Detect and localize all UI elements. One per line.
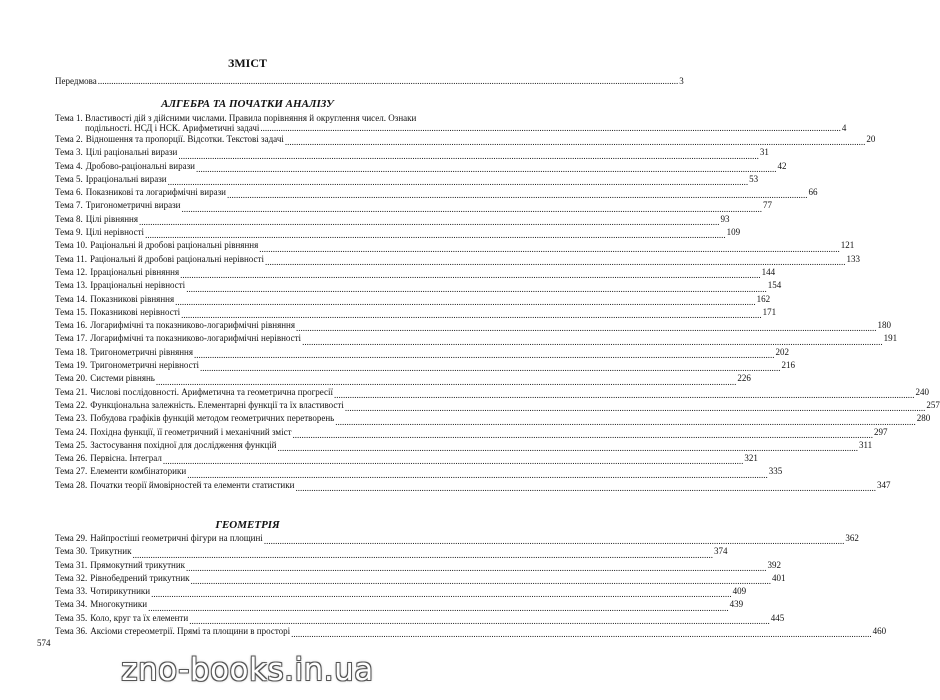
toc-row <box>55 412 931 425</box>
topic-title: Ірраціональні вирази <box>85 173 167 184</box>
topic-title: Найпростіші геометричні фігури на площині <box>90 533 263 543</box>
topic-title: Многокутники <box>90 599 148 610</box>
topic-number: Тема 28. <box>55 479 88 490</box>
topic-page: 226 <box>737 373 751 384</box>
topic-number: Тема 19. <box>55 360 88 371</box>
topic-page: 347 <box>876 479 891 490</box>
toc-row <box>55 266 776 279</box>
toc-row <box>55 465 783 478</box>
dot-leader <box>264 535 845 545</box>
toc-row <box>55 253 860 266</box>
topic-number: Тема 33. <box>55 586 88 597</box>
topic-title: Логарифмічні та показниково-логарифмічні рівняння <box>90 320 296 331</box>
topic-title: Тригонометричні нерівності <box>90 360 200 371</box>
toc-row <box>55 199 772 212</box>
topic-page: 109 <box>726 227 741 238</box>
topic-title: Тригонометричні вирази <box>85 200 181 211</box>
topic-number: Тема 11. <box>55 253 87 264</box>
topic-page: 257 <box>926 399 940 410</box>
topic-title: Логарифмічні та показниково-логарифмічні нерівності <box>90 333 302 344</box>
topic-page: 280 <box>916 413 931 424</box>
dot-leader <box>180 269 761 279</box>
topic-title: Елементи комбінаторики <box>90 466 187 477</box>
topic-title: Цілі раціональні вирази <box>85 147 178 158</box>
dot-leader <box>186 562 767 572</box>
topic-page: 171 <box>762 306 777 317</box>
dot-leader <box>277 442 858 452</box>
topic-title: Похідна функції, її геометричний і механічний зміст <box>90 426 292 437</box>
topic-title: Побудова графіків функцій методом геометричних перетворень <box>90 413 335 424</box>
topic-title: Відношення та пропорції. Відсотки. Текстові задачі <box>85 134 284 144</box>
topic-title: Прямокутний трикутник <box>90 559 186 570</box>
topic-number: Тема 5. <box>55 173 83 184</box>
topic-page: 240 <box>915 386 929 397</box>
geometry-heading: ГЕОМЕТРІЯ <box>215 519 280 531</box>
toc-row <box>55 612 785 625</box>
topic-title: Початки теорії ймовірностей та елементи статистики <box>90 479 295 490</box>
topic-title: Дробово-раціональні вирази <box>85 160 195 171</box>
topic-page: 180 <box>877 320 892 331</box>
toc-row <box>55 239 855 252</box>
topic-page: 4 <box>841 123 847 133</box>
dot-leader <box>194 349 775 359</box>
dot-leader <box>200 362 781 372</box>
topic-title: Рівнобедрений трикутник <box>90 572 190 583</box>
topic-page: 162 <box>756 293 771 304</box>
topic-title: Раціональні й дробові раціональні рівняння <box>90 240 259 251</box>
toc-row <box>55 372 751 385</box>
toc-row <box>55 439 873 452</box>
dot-leader <box>181 203 762 213</box>
toc-row <box>55 598 744 611</box>
topic-number: Тема 9. <box>55 227 83 238</box>
topic-title: Показникові та логарифмічні вирази <box>85 187 226 198</box>
toc-row <box>55 113 847 133</box>
topic-title: Ірраціональні нерівності <box>90 280 186 291</box>
toc-row <box>55 559 782 572</box>
topic-number: Тема 17. <box>55 333 88 344</box>
topic-number: Тема 29. <box>55 533 88 543</box>
toc-row <box>55 160 787 173</box>
topic-number: Тема 4. <box>55 160 83 171</box>
topic-number: Тема 22. <box>55 399 88 410</box>
toc-row <box>55 399 940 412</box>
dot-leader <box>189 615 770 625</box>
topic-title: Цілі нерівності <box>85 227 145 238</box>
topic-title: Цілі рівняння <box>85 213 139 224</box>
toc-row <box>55 545 728 558</box>
topic-number: Тема 10. <box>55 240 88 251</box>
topic-title: Первісна. Інтеграл <box>90 453 162 464</box>
toc-row <box>55 306 777 319</box>
topic-number: Тема 13. <box>55 280 88 291</box>
topic-page: 374 <box>713 546 728 557</box>
topic-title: Числові послідовності. Арифметична та геометрична прогресії <box>90 386 333 397</box>
toc-row <box>55 452 758 465</box>
dot-leader <box>302 336 883 346</box>
page-title: ЗМІСТ <box>228 56 267 70</box>
topic-number: Тема 18. <box>55 346 88 357</box>
algebra-toc-list <box>55 113 940 492</box>
topic-title: Раціональні й дробові раціональні нерівності <box>89 253 264 264</box>
topic-number: Тема 16. <box>55 320 88 331</box>
topic-page: 31 <box>759 147 769 158</box>
topic-page: 409 <box>732 586 747 597</box>
topic-page: 460 <box>872 626 887 637</box>
preface-label: Передмова <box>55 76 97 86</box>
dot-leader <box>265 256 846 266</box>
dot-leader <box>175 296 756 306</box>
toc-row <box>55 572 786 585</box>
toc-row <box>55 479 891 492</box>
topic-number: Тема 21. <box>55 386 88 397</box>
toc-row <box>55 426 888 439</box>
dot-leader <box>345 402 926 412</box>
toc-row <box>55 226 741 239</box>
topic-title: Ірраціональні рівняння <box>90 266 180 277</box>
topic-number: Тема 26. <box>55 453 88 464</box>
dot-leader <box>285 136 866 146</box>
topic-number: Тема 34. <box>55 599 88 610</box>
topic-page: 93 <box>720 213 730 224</box>
topic-page: 121 <box>840 240 855 251</box>
dot-leader <box>187 469 768 479</box>
topic-page: 66 <box>808 187 818 198</box>
toc-row <box>55 532 859 545</box>
topic-page: 362 <box>845 533 859 543</box>
topic-number: Тема 2. <box>55 134 83 144</box>
dot-leader <box>335 416 916 426</box>
topic-title: Системи рівнянь <box>90 373 155 384</box>
dot-leader <box>178 150 759 160</box>
topic-number: Тема 31. <box>55 559 88 570</box>
preface-entry <box>55 76 684 86</box>
toc-row <box>55 293 771 306</box>
dot-leader <box>98 76 679 86</box>
topic-number: Тема 15. <box>55 306 88 317</box>
topic-page: 439 <box>729 599 744 610</box>
topic-title-line1: Властивості дій з дійсними числами. Правила порівняння й округлення чисел. Ознаки <box>85 113 417 123</box>
topic-title-line2: подільності. НСД і НСК. Арифметичні задачі <box>85 123 260 133</box>
toc-row <box>55 386 929 399</box>
toc-row <box>55 213 730 226</box>
toc-row <box>55 585 747 598</box>
dot-leader <box>163 455 744 465</box>
dot-leader <box>291 628 872 638</box>
topic-number: Тема 23. <box>55 413 88 424</box>
topic-number: Тема 3. <box>55 147 83 158</box>
dot-leader <box>227 189 808 199</box>
dot-leader <box>296 322 877 332</box>
topic-page: 42 <box>777 160 787 171</box>
toc-row <box>55 346 789 359</box>
dot-leader <box>168 176 749 186</box>
topic-page: 202 <box>775 346 789 357</box>
toc-row <box>55 359 796 372</box>
topic-number: Тема 6. <box>55 187 83 198</box>
topic-page: 216 <box>781 360 796 371</box>
dot-leader <box>259 243 840 253</box>
topic-page: 297 <box>874 426 888 437</box>
topic-page: 144 <box>761 266 776 277</box>
algebra-heading: АЛГЕБРА ТА ПОЧАТКИ АНАЛІЗУ <box>161 98 334 110</box>
dot-leader <box>151 588 732 598</box>
dot-leader <box>260 123 841 133</box>
topic-title: Застосування похідної для дослідження функцій <box>90 439 277 450</box>
toc-row <box>55 625 887 638</box>
dot-leader <box>334 389 915 399</box>
topic-number: Тема 30. <box>55 546 88 557</box>
dot-leader <box>156 376 737 386</box>
topic-number: Тема 32. <box>55 572 88 583</box>
dot-leader <box>293 429 874 439</box>
topic-title: Тригонометричні рівняння <box>90 346 193 357</box>
dot-leader <box>295 482 876 492</box>
toc-row <box>55 279 782 292</box>
toc-row <box>55 319 892 332</box>
topic-page: 154 <box>767 280 782 291</box>
toc-row <box>55 186 818 199</box>
topic-page: 191 <box>883 333 898 344</box>
toc-row <box>55 133 876 146</box>
topic-page: 401 <box>772 572 786 583</box>
dot-leader <box>196 163 777 173</box>
dot-leader <box>186 283 767 293</box>
toc-row <box>55 332 898 345</box>
topic-page: 392 <box>767 559 782 570</box>
topic-number: Тема 8. <box>55 213 83 224</box>
toc-row <box>55 173 759 186</box>
preface-page: 3 <box>679 76 684 86</box>
topic-title: Показникові нерівності <box>90 306 181 317</box>
topic-number: Тема 35. <box>55 612 88 623</box>
topic-page: 335 <box>768 466 783 477</box>
topic-number: Тема 14. <box>55 293 88 304</box>
topic-page: 321 <box>744 453 758 464</box>
topic-title: Функціональна залежність. Елементарні функції та їх властивості <box>90 399 344 410</box>
topic-title: Показникові рівняння <box>90 293 175 304</box>
topic-title: Чотирикутники <box>90 586 151 597</box>
toc-row <box>55 146 769 159</box>
topic-number: Тема 25. <box>55 439 88 450</box>
page-number: 574 <box>37 638 51 648</box>
dot-leader <box>191 575 772 585</box>
topic-number: Тема 20. <box>55 373 88 384</box>
topic-page: 311 <box>858 439 873 450</box>
topic-number: Тема 36. <box>55 626 88 637</box>
toc-row <box>55 76 684 86</box>
geometry-toc-list <box>55 532 887 638</box>
topic-number: Тема 24. <box>55 426 88 437</box>
topic-title: Аксіоми стереометрії. Прямі та площини в просторі <box>90 626 291 637</box>
topic-number: Тема 7. <box>55 200 83 211</box>
topic-number: Тема 12. <box>55 266 88 277</box>
topic-number: Тема 27. <box>55 466 88 477</box>
dot-leader <box>145 229 726 239</box>
topic-page: 133 <box>846 253 860 264</box>
topic-page: 20 <box>866 134 876 144</box>
watermark: zno-books.in.ua <box>121 652 374 688</box>
topic-page: 445 <box>770 612 785 623</box>
dot-leader <box>181 309 762 319</box>
topic-number: Тема 1. <box>55 113 83 123</box>
dot-leader <box>148 602 729 612</box>
dot-leader <box>132 549 713 559</box>
topic-page: 77 <box>762 200 772 211</box>
topic-title: Коло, круг та їх елементи <box>90 612 189 623</box>
dot-leader <box>139 216 720 226</box>
topic-page: 53 <box>749 173 759 184</box>
topic-title: Трикутник <box>90 546 132 557</box>
